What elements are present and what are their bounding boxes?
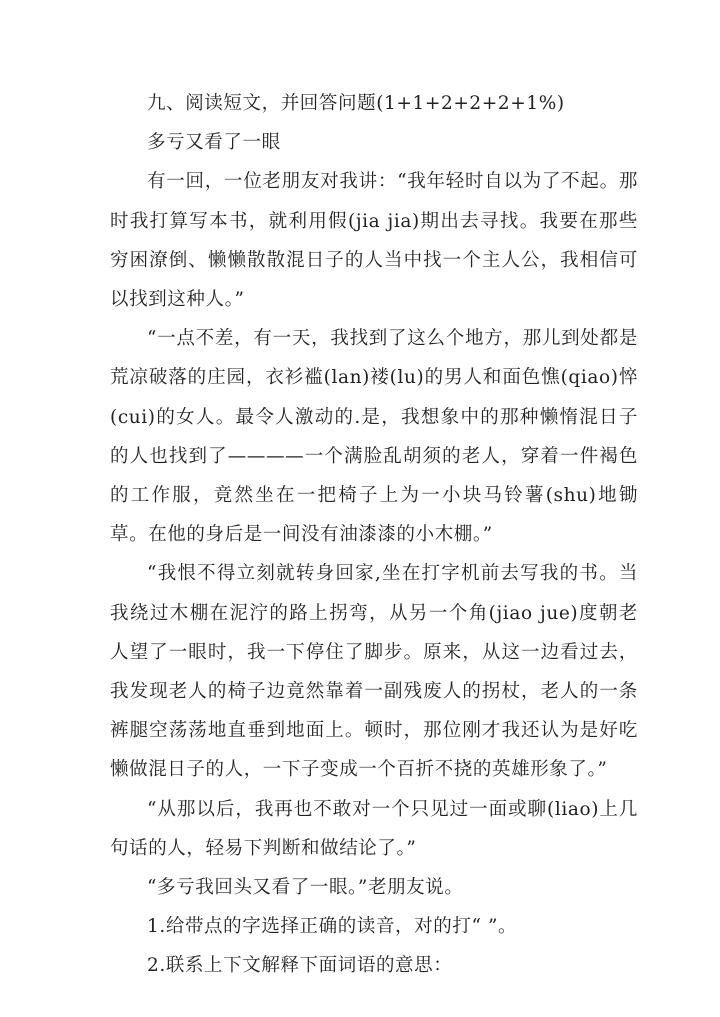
story-paragraph-5: “多亏我回头又看了一眼。”老朋友说。 xyxy=(147,877,464,899)
question-1: 1.给带点的字选择正确的读音，对的打“ ”。 xyxy=(147,916,518,938)
story-paragraph-4: “从那以后，我再也不敢对一个只见过一面或聊(liao)上几句话的人，轻易下判断和做结论了。” xyxy=(110,798,638,859)
question-2: 2.联系上下文解释下面词语的意思： xyxy=(147,955,453,977)
document-body xyxy=(110,84,638,986)
story-paragraph-2: “一点不差，有一天，我找到了这么个地方，那儿到处都是荒凉破落的庄园，衣衫褴(lan)褛(lu)的男人和面色憔(qiao)悴(cui)的女人。最令人激动的.是，我想象中的那种懒惰混日子的人也找到了————一个满脸乱胡须的老人，穿着一件褐色的工作服，竟然坐在一把椅子上为一小块马铃薯(shu)地锄草。在他的身后是一间没有油漆漆的小木棚。” xyxy=(110,328,638,546)
story-title: 多亏又看了一眼 xyxy=(147,132,281,154)
story-paragraph-1: 有一回，一位老朋友对我讲：“我年轻时自以为了不起。那时我打算写本书，就利用假(jia jia)期出去寻找。我要在那些穷困潦倒、懒懒散散混日子的人当中找一个主人公，我相信可以找到这种人。” xyxy=(110,171,638,311)
section-heading: 九、阅读短文，并回答问题(1+1+2+2+2+1%) xyxy=(147,93,565,114)
story-paragraph-3: “我恨不得立刻就转身回家,坐在打字机前去写我的书。当我绕过木棚在泥泞的路上拐弯，从另一个角(jiao jue)度朝老人望了一眼时，我一下停住了脚步。原来，从这一边看过去，我发现老人的椅子边竟然靠着一副残废人的拐杖，老人的一条裤腿空荡荡地直垂到地面上。顿时，那位刚才我还认为是好吃懒做混日子的人，一下子变成一个百折不挠的英雄形象了。” xyxy=(110,563,638,781)
